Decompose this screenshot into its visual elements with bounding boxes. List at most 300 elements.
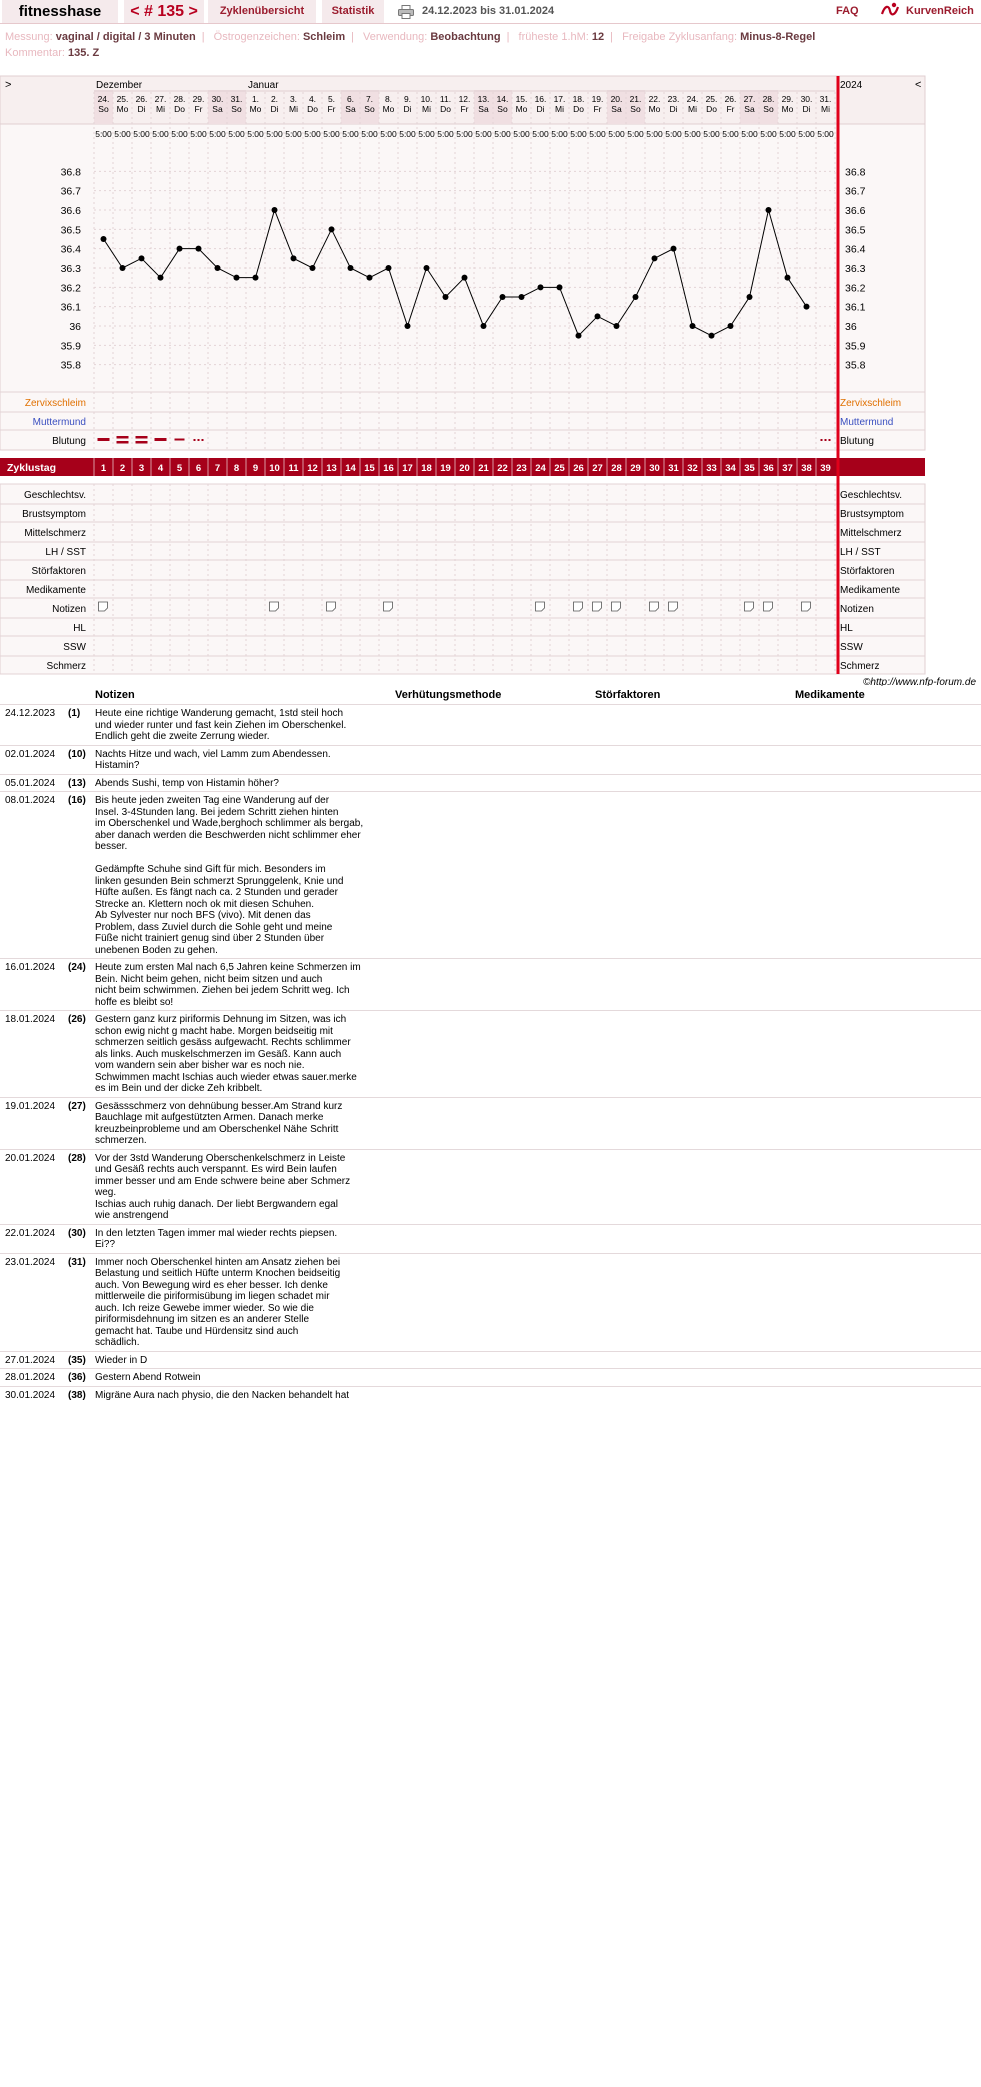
row-label-zervix: Zervixschleim xyxy=(24,398,86,409)
note-cycle-day: (30) xyxy=(68,1227,86,1239)
time-label: 5:00 xyxy=(665,129,682,139)
temperature-point xyxy=(500,294,506,300)
note-row xyxy=(0,1253,981,1351)
weekday-label: Do xyxy=(706,104,717,114)
date-label: 6. xyxy=(346,94,355,104)
temperature-point xyxy=(196,246,202,252)
y-tick-label: 35.8 xyxy=(60,359,81,372)
note-row xyxy=(0,1010,981,1097)
note-cycle-day: (27) xyxy=(68,1100,86,1112)
temperature-point xyxy=(747,294,753,300)
date-label: 31. xyxy=(819,94,832,104)
y-tick-label: 36.1 xyxy=(60,301,81,314)
note-row xyxy=(0,1351,981,1369)
temperature-point xyxy=(405,323,411,329)
time-label: 5:00 xyxy=(228,129,245,139)
cycle-day-number: 26 xyxy=(573,463,584,474)
time-label: 5:00 xyxy=(418,129,435,139)
time-label: 5:00 xyxy=(589,129,606,139)
cycle-day-number: 13 xyxy=(326,463,337,474)
date-label: 8. xyxy=(384,94,393,104)
cycle-day-number: 1 xyxy=(100,463,107,474)
y-tick-label: 35.9 xyxy=(60,340,81,353)
note-text: Gestern ganz kurz piriformis Dehnung im Sitzen, was ich schon ewig nicht g macht habe. Morgen beidseitig mit schmerzen seitlich gesäss aufgewacht. Rechts schlimmer als links. Auch muskelschmerzen im Gesäß. Kann auch vom wandern sein aber bisher war es noch nie. Schwimmen macht Ischias auch wieder etwas sauer.merke es im Bein und der dicke Zeh kribbelt. xyxy=(95,1014,357,1094)
note-icon xyxy=(745,602,754,611)
spotting-marker xyxy=(194,439,196,441)
cycle-day-number: 15 xyxy=(364,463,375,474)
cycle-day-number: 38 xyxy=(801,463,812,474)
note-date: 30.01.2024 xyxy=(5,1389,56,1401)
temperature-chart xyxy=(0,74,981,686)
date-label: 17. xyxy=(553,94,566,104)
cycle-day-number: 35 xyxy=(744,463,755,474)
time-label: 5:00 xyxy=(266,129,283,139)
note-cycle-day: (24) xyxy=(68,962,86,973)
weekday-label: Mi xyxy=(156,104,165,114)
temperature-point xyxy=(633,294,639,300)
note-icon xyxy=(802,602,811,611)
note-date: 05.01.2024 xyxy=(5,777,56,789)
date-label: 26. xyxy=(724,94,737,104)
cycle-day-number: 4 xyxy=(157,463,164,474)
date-label: 28. xyxy=(173,94,186,104)
row-label-right-muttermund: Muttermund xyxy=(840,417,894,428)
y-tick-label-right: 36 xyxy=(845,321,857,333)
weekday-label: Mi xyxy=(289,104,298,114)
note-icon xyxy=(536,602,545,611)
weekday-label: Sa xyxy=(212,104,223,114)
time-label: 5:00 xyxy=(627,129,644,139)
date-label: 31. xyxy=(230,94,243,104)
date-label: 13. xyxy=(477,94,490,104)
kommentar-value: 135. Z xyxy=(67,47,100,59)
hm-label: früheste 1.hM: xyxy=(518,31,589,43)
note-cycle-day: (38) xyxy=(68,1389,86,1401)
weekday-label: Fr xyxy=(593,104,602,114)
kurvenreich-logo-icon[interactable] xyxy=(880,2,900,20)
messung-label: Messung: xyxy=(5,31,53,43)
time-label: 5:00 xyxy=(171,129,188,139)
kommentar-label: Kommentar: xyxy=(5,47,65,59)
oestrogen-label: Östrogenzeichen: xyxy=(213,31,300,43)
time-label: 5:00 xyxy=(361,129,378,139)
cycle-day-number: 29 xyxy=(630,463,641,474)
y-tick-label-right: 36.1 xyxy=(845,301,866,314)
time-label: 5:00 xyxy=(247,129,264,139)
row-label-right-brust: Brustsymptom xyxy=(840,509,904,520)
time-label: 5:00 xyxy=(570,129,587,139)
note-cycle-day: (31) xyxy=(68,1256,86,1268)
time-label: 5:00 xyxy=(152,129,169,139)
temperature-point xyxy=(443,294,449,300)
time-label: 5:00 xyxy=(532,129,549,139)
cycle-day-number: 7 xyxy=(214,463,221,474)
note-text: Immer noch Oberschenkel hinten am Ansatz ziehen bei Belastung und seitlich Hüfte unterm Knochen beidseitig auch. Von Bewegung wird es eher besser. Ich denke mittlerweile die piriformisübung im liegen schadet mir auch. Ich reize Gewebe immer wieder. So wie die piriformisdehnung im sitzen es an anderer Stelle gemacht hat. Taube und Hürdensitz sind auch schädlich. xyxy=(95,1256,341,1348)
note-icon xyxy=(612,602,621,611)
note-text: Heute zum ersten Mal nach 6,5 Jahren keine Schmerzen im Bein. Nicht beim gehen, nicht beim sitzen und auch nicht beim schwimmen. Ziehen bei jedem Schritt weg. Ich hoffe es bleibt so! xyxy=(95,962,361,1008)
cycle-day-number: 33 xyxy=(706,463,717,474)
cycle-day-number: 39 xyxy=(820,463,831,474)
messung-value: vaginal / digital / 3 Minuten xyxy=(55,31,196,43)
cycle-day-number: 23 xyxy=(516,463,527,474)
note-text: Gestern Abend Rotwein xyxy=(95,1372,201,1383)
note-text: Wieder in D xyxy=(95,1354,148,1366)
date-label: 2. xyxy=(270,94,279,104)
cycle-day-number: 8 xyxy=(233,463,240,474)
temperature-point xyxy=(538,284,544,290)
note-date: 28.01.2024 xyxy=(5,1372,56,1383)
weekday-label: Di xyxy=(669,104,678,114)
cycle-day-number: 32 xyxy=(687,463,698,474)
cycle-day-number: 19 xyxy=(440,463,451,474)
weekday-label: Mo xyxy=(781,104,794,114)
cycle-day-number: 21 xyxy=(478,463,489,474)
note-icon xyxy=(669,602,678,611)
note-date: 22.01.2024 xyxy=(5,1227,56,1239)
y-tick-label-right: 36.6 xyxy=(845,205,866,217)
time-label: 5:00 xyxy=(475,129,492,139)
temperature-point xyxy=(595,313,601,319)
time-label: 5:00 xyxy=(798,129,815,139)
note-row xyxy=(0,745,981,774)
y-tick-label: 36.2 xyxy=(60,282,81,295)
weekday-label: So xyxy=(364,104,375,114)
time-label: 5:00 xyxy=(817,129,834,139)
date-label: 26. xyxy=(135,94,148,104)
temperature-point xyxy=(139,255,145,261)
credit-text: ©http://www.nfp-forum.de xyxy=(863,677,976,686)
weekday-label: Do xyxy=(307,104,318,114)
date-label: 30. xyxy=(800,94,813,104)
weekday-label: So xyxy=(497,104,508,114)
notes-header-medikamente: Medikamente xyxy=(795,689,865,701)
y-tick-label-right: 36.2 xyxy=(845,282,866,295)
date-label: 29. xyxy=(781,94,794,104)
cycle-day-number: 37 xyxy=(782,463,793,474)
time-label: 5:00 xyxy=(323,129,340,139)
row-label-notizen: Notizen xyxy=(52,604,86,615)
row-label-right-schmerz: Schmerz xyxy=(840,661,880,672)
note-date: 27.01.2024 xyxy=(5,1354,56,1366)
cycle-day-number: 12 xyxy=(307,463,318,474)
weekday-label: Mo xyxy=(515,104,528,114)
note-text: Gesässschmerz von dehnübung besser.Am Strand kurz Bauchlage mit aufgestützten Armen. Danach merke kreuzbeinprobleme und am Oberschenkel Nähe Schritt schmerzen. xyxy=(95,1100,343,1146)
time-label: 5:00 xyxy=(741,129,758,139)
month-label: Januar xyxy=(248,80,279,91)
y-tick-label: 36.7 xyxy=(60,185,81,198)
row-label-brust: Brustsymptom xyxy=(22,509,86,520)
top-bar xyxy=(0,0,981,24)
note-date: 18.01.2024 xyxy=(5,1014,56,1025)
weekday-label: Mo xyxy=(382,104,395,114)
weekday-label: Sa xyxy=(345,104,356,114)
date-label: 25. xyxy=(116,94,129,104)
note-row xyxy=(0,1149,981,1224)
date-label: 1. xyxy=(251,94,260,104)
temperature-point xyxy=(557,284,563,290)
time-label: 5:00 xyxy=(399,129,416,139)
temperature-point xyxy=(101,236,107,242)
temperature-point xyxy=(785,275,791,281)
tab-statistics[interactable]: Statistik xyxy=(322,0,384,23)
time-label: 5:00 xyxy=(646,129,663,139)
note-icon xyxy=(574,602,583,611)
faq-link[interactable]: FAQ xyxy=(836,5,859,17)
time-label: 5:00 xyxy=(494,129,511,139)
date-label: 5. xyxy=(327,94,336,104)
row-label-ssw: SSW xyxy=(63,642,86,653)
plot-background xyxy=(0,124,925,450)
time-label: 5:00 xyxy=(285,129,302,139)
note-row xyxy=(0,774,981,792)
weekday-label: Fr xyxy=(327,104,336,114)
bleeding-medium-marker xyxy=(155,438,167,441)
notes-header-stoerfaktoren: Störfaktoren xyxy=(595,689,661,701)
date-label: 4. xyxy=(308,94,317,104)
printer-icon[interactable] xyxy=(398,4,414,18)
time-label: 5:00 xyxy=(779,129,796,139)
kurvenreich-logo[interactable]: KurvenReich xyxy=(906,5,974,17)
note-date: 23.01.2024 xyxy=(5,1256,56,1268)
time-label: 5:00 xyxy=(380,129,397,139)
time-label: 5:00 xyxy=(304,129,321,139)
cycle-day-number: 16 xyxy=(383,463,394,474)
note-cycle-day: (13) xyxy=(68,777,86,789)
bleeding-heavy-marker xyxy=(136,441,148,444)
symptom-background xyxy=(0,484,925,674)
temperature-point xyxy=(614,323,620,329)
y-tick-label-right: 35.9 xyxy=(845,340,866,353)
bleeding-heavy-marker xyxy=(117,436,129,439)
time-label: 5:00 xyxy=(551,129,568,139)
note-cycle-day: (35) xyxy=(68,1354,86,1366)
y-tick-label-right: 36.3 xyxy=(845,263,866,275)
cycle-day-number: 31 xyxy=(668,463,679,474)
temperature-point xyxy=(120,265,126,271)
note-date: 20.01.2024 xyxy=(5,1152,56,1164)
weekday-label: Mi xyxy=(555,104,564,114)
note-icon xyxy=(270,602,279,611)
temperature-point xyxy=(367,275,373,281)
cycle-day-number: 24 xyxy=(535,463,546,474)
spotting-marker xyxy=(825,439,827,441)
cycle-day-number: 14 xyxy=(345,463,356,474)
date-label: 15. xyxy=(515,94,528,104)
y-tick-label-right: 36.7 xyxy=(845,185,866,198)
weekday-label: Fr xyxy=(460,104,469,114)
y-tick-label: 36.8 xyxy=(60,166,81,179)
weekday-label: Di xyxy=(270,104,279,114)
freigabe-value: Minus-8-Regel xyxy=(740,31,816,43)
weekday-label: So xyxy=(98,104,109,114)
cycle-day-number: 17 xyxy=(402,463,413,474)
date-label: 20. xyxy=(610,94,623,104)
row-label-lh: LH / SST xyxy=(45,547,86,558)
temperature-point xyxy=(272,207,278,213)
date-label: 27. xyxy=(154,94,167,104)
weekday-label: So xyxy=(630,104,641,114)
row-label-right-ssw: SSW xyxy=(840,642,863,653)
cycle-day-number: 28 xyxy=(611,463,622,474)
weekday-label: Sa xyxy=(611,104,622,114)
row-label-right-blutung: Blutung xyxy=(840,436,874,447)
note-cycle-day: (16) xyxy=(68,795,86,806)
row-label-schmerz: Schmerz xyxy=(46,661,86,672)
temperature-point xyxy=(462,275,468,281)
cycle-info: Messung: vaginal / digital / 3 Minuten | Östrogenzeichen: Schleim | Verwendung: Beobachtung | früheste 1.hM: 12 | Freigabe Zyklusanfang: Minus-8-Regel Kommentar: 135. Z xyxy=(5,31,816,59)
temperature-point xyxy=(348,265,354,271)
row-label-right-lh: LH / SST xyxy=(840,547,881,558)
note-cycle-day: (28) xyxy=(68,1152,86,1164)
time-label: 5:00 xyxy=(456,129,473,139)
temperature-point xyxy=(671,246,677,252)
y-tick-label: 36 xyxy=(69,321,81,333)
note-icon xyxy=(384,602,393,611)
row-label-right-geschlechtsverkehr: Geschlechtsv. xyxy=(840,490,903,501)
cycle-day-number: 18 xyxy=(421,463,432,474)
note-cycle-day: (26) xyxy=(68,1014,86,1025)
note-icon xyxy=(99,602,108,611)
y-tick-label-right: 36.5 xyxy=(845,224,866,237)
y-tick-label: 36.3 xyxy=(60,263,81,275)
notes-header-verhuetung: Verhütungsmethode xyxy=(395,689,502,701)
note-date: 08.01.2024 xyxy=(5,795,56,806)
note-cycle-day: (1) xyxy=(68,708,81,719)
row-label-geschlechtsverkehr: Geschlechtsv. xyxy=(23,490,86,501)
temperature-point xyxy=(652,255,658,261)
time-label: 5:00 xyxy=(114,129,131,139)
time-label: 5:00 xyxy=(342,129,359,139)
temperature-point xyxy=(158,275,164,281)
date-label: 14. xyxy=(496,94,509,104)
time-label: 5:00 xyxy=(608,129,625,139)
cycle-navigation[interactable]: < # 135 > xyxy=(124,0,204,23)
temperature-point xyxy=(728,323,734,329)
note-text: Bis heute jeden zweiten Tag eine Wanderung auf der Insel. 3-4Stunden lang. Bei jedem Schritt ziehen hinten im Oberschenkel und Wade,berghoch schlimmer als bergab, aber danach werden die Beschwerden nicht schlimmer eher besser. Gedämpfte Schuhe sind Gift für mich. Besonders im linken gesunden Bein schmerzt Sprunggelenk, Knie und Hüfte außen. Es fängt nach ca. 2 Stunden und gerader Strecke an. Klettern noch ok mit diesen Schuhen. Ab Sylvester nur noch BFS (vivo). Mit denen das Problem, dass Zuviel durch die Sohle geht und meine Füße nicht trainiert genug sind über 2 Stunden über unebenen Boden zu gehen. xyxy=(95,795,364,956)
weekday-label: Mo xyxy=(116,104,129,114)
time-label: 5:00 xyxy=(190,129,207,139)
note-date: 24.12.2023 xyxy=(5,708,56,719)
time-label: 5:00 xyxy=(513,129,530,139)
weekday-label: Fr xyxy=(726,104,735,114)
date-label: 16. xyxy=(534,94,547,104)
cycle-day-number: 20 xyxy=(459,463,470,474)
date-label: 12. xyxy=(458,94,471,104)
y-tick-label: 36.4 xyxy=(60,243,81,256)
temperature-point xyxy=(519,294,525,300)
note-icon xyxy=(764,602,773,611)
weekday-label: Fr xyxy=(194,104,203,114)
note-date: 19.01.2024 xyxy=(5,1100,56,1112)
nav-prev-arrow: > xyxy=(5,79,12,91)
note-row xyxy=(0,958,981,1010)
note-text: Nachts Hitze und wach, viel Lamm zum Abendessen. Histamin? xyxy=(95,748,331,771)
cycle-day-number: 22 xyxy=(497,463,508,474)
cycle-day-number: 10 xyxy=(269,463,280,474)
cycle-day-number: 2 xyxy=(119,463,126,474)
note-date: 16.01.2024 xyxy=(5,962,56,973)
time-label: 5:00 xyxy=(703,129,720,139)
weekday-label: Sa xyxy=(478,104,489,114)
row-label-right-medikamente: Medikamente xyxy=(840,585,901,596)
note-text: Vor der 3std Wanderung Oberschenkelschmerz in Leiste und Gesäß rechts auch verspannt. Es wird Bein laufen immer besser und am Ende schwere beine aber Schmerz weg. Ischias auch ruhig danach. Der liebt Bergwandern egal wie anstrengend xyxy=(95,1152,351,1221)
temperature-point xyxy=(291,255,297,261)
time-label: 5:00 xyxy=(209,129,226,139)
note-date: 02.01.2024 xyxy=(5,748,56,760)
cycle-day-number: 36 xyxy=(763,463,774,474)
weekday-label: Di xyxy=(403,104,412,114)
date-range: 24.12.2023 bis 31.01.2024 xyxy=(422,5,555,17)
spotting-marker xyxy=(821,439,823,441)
row-label-muttermund: Muttermund xyxy=(32,417,86,428)
y-tick-label-right: 36.8 xyxy=(845,166,866,179)
note-icon xyxy=(650,602,659,611)
temperature-point xyxy=(253,275,259,281)
weekday-label: Mi xyxy=(688,104,697,114)
spotting-marker xyxy=(829,439,831,441)
row-label-blutung: Blutung xyxy=(52,436,86,447)
row-label-mittelschmerz: Mittelschmerz xyxy=(24,528,86,539)
temperature-point xyxy=(690,323,696,329)
note-row xyxy=(0,704,981,745)
date-label: 18. xyxy=(572,94,585,104)
row-label-stoerfaktoren: Störfaktoren xyxy=(31,566,86,577)
temperature-point xyxy=(709,333,715,339)
temperature-point xyxy=(386,265,392,271)
cycle-day-number: 5 xyxy=(176,463,183,474)
time-label: 5:00 xyxy=(684,129,701,139)
row-label-right-zervix: Zervixschleim xyxy=(840,398,902,409)
y-tick-label: 36.6 xyxy=(60,205,81,217)
date-label: 19. xyxy=(591,94,604,104)
row-label-right-mittelschmerz: Mittelschmerz xyxy=(840,528,902,539)
temperature-point xyxy=(766,207,772,213)
temperature-point xyxy=(234,275,240,281)
cycle-day-number: 25 xyxy=(554,463,565,474)
cycle-day-number: 3 xyxy=(138,463,145,474)
username: fitnesshase xyxy=(2,0,118,23)
date-label: 29. xyxy=(192,94,205,104)
cycle-day-number: 30 xyxy=(649,463,660,474)
notes-header-notizen: Notizen xyxy=(95,689,135,701)
temperature-point xyxy=(481,323,487,329)
date-label: 28. xyxy=(762,94,775,104)
note-text: Heute eine richtige Wanderung gemacht, 1std steil hoch und wieder runter und fast kein Ziehen im Oberschenkel. Endlich geht die zweite Zerrung wieder. xyxy=(95,708,347,742)
weekday-label: Mi xyxy=(821,104,830,114)
note-text: In den letzten Tagen immer mal wieder rechts piepsen. Ei?? xyxy=(95,1227,338,1250)
date-label: 23. xyxy=(667,94,680,104)
cycle-day-number: 34 xyxy=(725,463,736,474)
temperature-point xyxy=(804,304,810,310)
nav-next-arrow: < xyxy=(915,79,922,91)
note-text: Migräne Aura nach physio, die den Nacken behandelt hat xyxy=(95,1389,350,1401)
freigabe-label: Freigabe Zyklusanfang: xyxy=(622,31,738,43)
oestrogen-value: Schleim xyxy=(302,31,346,43)
date-label: 3. xyxy=(289,94,298,104)
temperature-point xyxy=(215,265,221,271)
tab-cycle-overview[interactable]: Zyklenübersicht xyxy=(208,0,316,23)
bleeding-heavy-marker xyxy=(136,436,148,439)
y-tick-label-right: 35.8 xyxy=(845,359,866,372)
note-row xyxy=(0,1386,981,1404)
note-cycle-day: (36) xyxy=(68,1372,86,1383)
y-tick-label: 36.5 xyxy=(60,224,81,237)
cycle-day-number: 9 xyxy=(252,463,259,474)
date-label: 9. xyxy=(403,94,412,104)
date-label: 30. xyxy=(211,94,224,104)
y-tick-label-right: 36.4 xyxy=(845,243,866,256)
date-label: 21. xyxy=(629,94,642,104)
